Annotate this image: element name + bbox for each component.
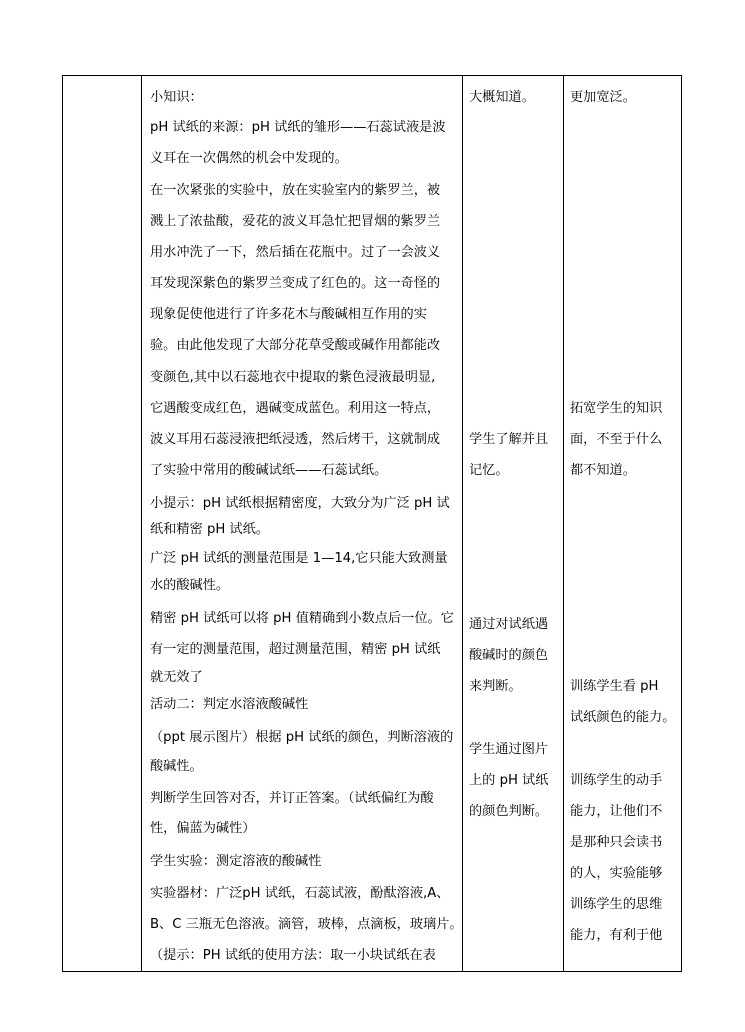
design-intent-line: 训练学生的动手 xyxy=(570,773,663,788)
student-activity-line: 记忆。 xyxy=(469,463,509,478)
design-intent-line: 面，不至于什么 xyxy=(570,432,663,447)
student-activity-line: 学生了解并且 xyxy=(469,432,549,447)
design-intent-line: 能力，有利于他 xyxy=(570,928,663,943)
teacher-activity-line: B、C 三瓶无色溶液。滴管，玻棒，点滴板，玻璃片。 xyxy=(150,917,463,932)
teacher-activity-line: 现象促使他进行了许多花木与酸碱相互作用的实 xyxy=(150,307,427,322)
teacher-activity-line: 判断学生回答对否，并订正答案。（试纸偏红为酸 xyxy=(150,791,434,806)
teacher-activity-line: 性，偏蓝为碱性） xyxy=(150,821,256,836)
teacher-activity-line: 了实验中常用的酸碱试纸——石蕊试纸。 xyxy=(150,463,388,478)
teacher-activity-line: 义耳在一次偶然的机会中发现的。 xyxy=(150,151,348,166)
teacher-activity-line: 用水冲洗了一下，然后插在花瓶中。过了一会波义 xyxy=(150,245,441,260)
student-activity-line: 大概知道。 xyxy=(469,90,535,105)
teacher-activity-line: 溅上了浓盐酸，爱花的波义耳急忙把冒烟的紫罗兰 xyxy=(150,214,441,229)
teacher-activity-line: （提示：PH 试纸的使用方法：取一小块试纸在表 xyxy=(150,948,436,963)
teacher-activity-line: 就无效了 xyxy=(150,670,203,685)
teacher-activity-line: 有一定的测量范围，超过测量范围，精密 pH 试纸 xyxy=(150,642,441,657)
teacher-activity-line: 耳发现深紫色的紫罗兰变成了红色的。这一奇怪的 xyxy=(150,276,441,291)
teacher-activity-line: 纸和精密 pH 试纸。 xyxy=(150,522,269,537)
design-intent-line: 是那种只会读书 xyxy=(570,835,663,850)
lesson-table xyxy=(62,75,682,972)
student-activity-line: 来判断。 xyxy=(469,679,522,694)
teacher-activity-line: 酸碱性。 xyxy=(150,759,203,774)
teacher-activity-line: 它遇酸变成红色，遇碱变成蓝色。利用这一特点， xyxy=(150,401,441,416)
teacher-activity-line: 波义耳用石蕊浸液把纸浸透，然后烤干，这就制成 xyxy=(150,432,441,447)
teacher-activity-line: 活动二：判定水溶液酸碱性 xyxy=(150,697,309,712)
student-activity-line: 上的 pH 试纸 xyxy=(469,773,549,788)
design-intent-line: 更加宽泛。 xyxy=(570,90,636,105)
table-divider-2 xyxy=(462,76,463,971)
teacher-activity-line: 实验器材：广泛pH 试纸，石蕊试液，酚酞溶液,A、 xyxy=(150,886,450,901)
design-intent-line: 能力，让他们不 xyxy=(570,804,663,819)
design-intent-line: 都不知道。 xyxy=(570,463,636,478)
teacher-activity-line: pH 试纸的来源：pH 试纸的雏形——石蕊试液是波 xyxy=(150,120,446,135)
teacher-activity-line: 在一次紧张的实验中，放在实验室内的紫罗兰，被 xyxy=(150,183,441,198)
teacher-activity-line: 水的酸碱性。 xyxy=(150,578,230,593)
teacher-activity-line: 精密 pH 试纸可以将 pH 值精确到小数点后一位。它 xyxy=(150,611,454,626)
teacher-activity-line: （ppt 展示图片）根据 pH 试纸的颜色，判断溶液的 xyxy=(150,730,454,745)
teacher-activity-line: 学生实验：测定溶液的酸碱性 xyxy=(150,854,322,869)
student-activity-line: 学生通过图片 xyxy=(469,742,549,757)
table-border-right xyxy=(681,76,682,971)
design-intent-line: 试纸颜色的能力。 xyxy=(570,710,676,725)
teacher-activity-line: 广泛 pH 试纸的测量范围是 1—14,它只能大致测量 xyxy=(150,551,448,566)
teacher-activity-line: 验。由此他发现了大部分花草受酸或碱作用都能改 xyxy=(150,338,441,353)
teacher-activity-line: 变颜色,其中以石蕊地衣中提取的紫色浸液最明显, xyxy=(150,370,436,385)
design-intent-line: 训练学生的思维 xyxy=(570,897,663,912)
student-activity-line: 酸碱时的颜色 xyxy=(469,648,549,663)
teacher-activity-line: 小知识： xyxy=(150,90,203,105)
student-activity-line: 的颜色判断。 xyxy=(469,804,549,819)
table-border-left xyxy=(62,76,63,971)
student-activity-line: 通过对试纸遇 xyxy=(469,617,549,632)
table-divider-1 xyxy=(141,76,142,971)
design-intent-line: 拓宽学生的知识 xyxy=(570,401,663,416)
design-intent-line: 的人，实验能够 xyxy=(570,866,663,881)
teacher-activity-line: 小提示：pH 试纸根据精密度，大致分为广泛 pH 试 xyxy=(150,496,450,511)
table-divider-3 xyxy=(563,76,564,971)
design-intent-line: 训练学生看 pH xyxy=(570,679,659,694)
